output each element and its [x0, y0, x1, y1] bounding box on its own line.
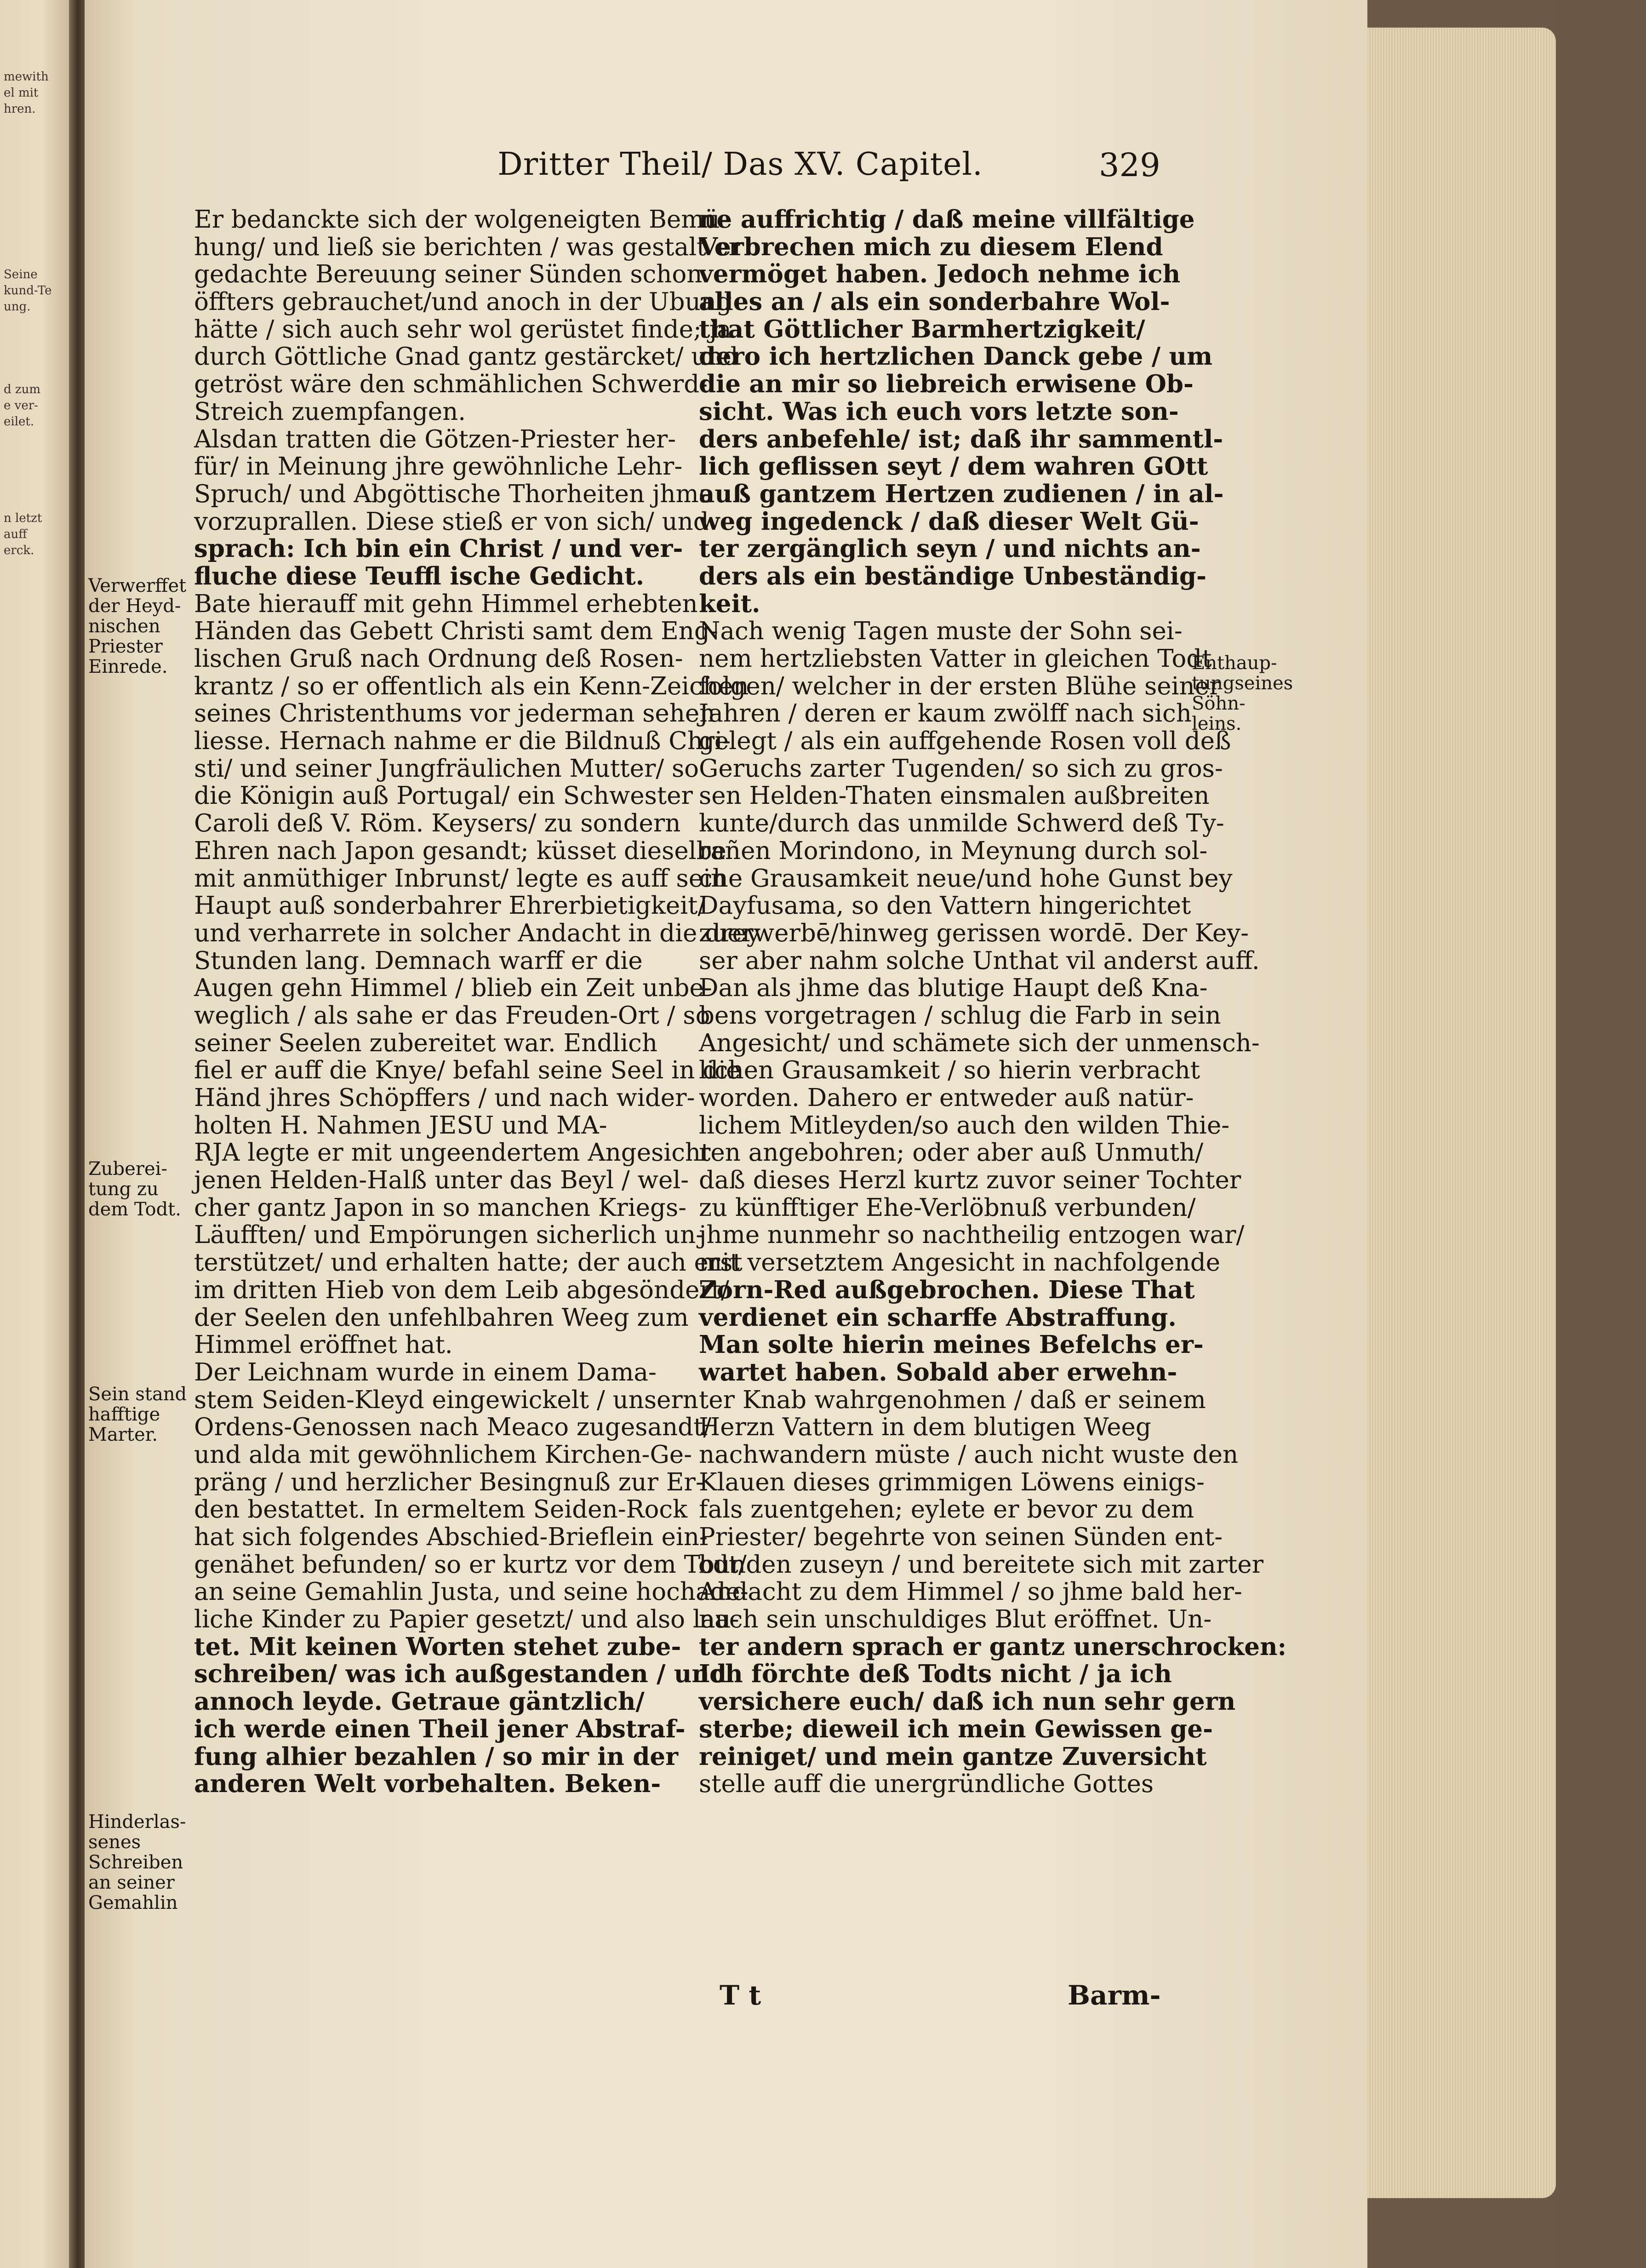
text-line: tet. Mit keinen Worten stehet zube-	[194, 1632, 681, 1661]
text-line: Ich förchte deß Todts nicht / ja ich	[699, 1660, 1172, 1689]
margin-note-line: Enthaup-	[1192, 653, 1277, 674]
text-line: ter zergänglich seyn / und nichts an-	[699, 534, 1201, 563]
margin-note	[88, 576, 186, 677]
text-line: Jahren / deren er kaum zwölff nach sich	[699, 699, 1192, 728]
text-line: anderen Welt vorbehalten. Beken-	[194, 1770, 661, 1798]
text-line: krantz / so er offentlich als ein Kenn-Zeichen	[194, 672, 749, 700]
facing-page-fragment: mewith	[4, 70, 49, 84]
text-line: Haupt auß sonderbahrer Ehrerbietigkeit/	[194, 892, 706, 920]
text-line: ders als ein beständige Unbeständig-	[699, 561, 1206, 590]
margin-note	[88, 1159, 181, 1220]
text-line: zuerwerbē/hinweg gerissen wordē. Der Key-	[699, 919, 1249, 947]
text-line: bens vorgetragen / schlug die Farb in sein	[699, 1001, 1221, 1030]
text-line: durch Göttliche Gnad gantz gestärcket/ und	[194, 343, 738, 371]
facing-page-edge	[0, 0, 69, 2268]
text-line: ren angebohren; oder aber auß Unmuth/	[699, 1139, 1204, 1167]
text-line: Ordens-Genossen nach Meaco zugesandt/	[194, 1413, 712, 1442]
text-line: che Grausamkeit neue/und hohe Gunst bey	[699, 864, 1233, 893]
text-line: Nach wenig Tagen muste der Sohn sei-	[699, 617, 1183, 646]
text-line: sprach: Ich bin ein Christ / und ver-	[194, 534, 683, 563]
signature-mark: T t	[720, 1980, 761, 2011]
text-line: wartet haben. Sobald aber erwehn-	[699, 1357, 1177, 1386]
text-line: weglich / als sahe er das Freuden-Ort / so	[194, 1001, 710, 1030]
text-line: sti/ und seiner Jungfräulichen Mutter/ so	[194, 754, 699, 783]
margin-note-line: tungseines	[1192, 673, 1293, 694]
text-line: mit anmüthiger Inbrunst/ legte es auff sein	[194, 864, 727, 893]
text-line: gedachte Bereuung seiner Sünden schon	[194, 260, 703, 289]
facing-page-fragment: el mit	[4, 86, 39, 100]
text-line: ich werde einen Theil jener Abstraf-	[194, 1714, 686, 1743]
text-line: und alda mit gewöhnlichem Kirchen-Ge-	[194, 1440, 692, 1469]
facing-page-fragment: kund-Te	[4, 284, 52, 298]
text-line: terstützet/ und erhalten hatte; der auch erst	[194, 1249, 743, 1277]
text-line: die an mir so liebreich erwisene Ob-	[699, 370, 1194, 399]
text-line: bunden zuseyn / und bereitete sich mit zarter	[699, 1550, 1263, 1579]
margin-note-line: dem Todt.	[88, 1199, 181, 1220]
text-line: dero ich hertzlichen Danck gebe / um	[699, 342, 1213, 371]
text-line: alles an / als ein sonderbahre Wol-	[699, 287, 1170, 316]
text-line: fals zuentgehen; eylete er bevor zu dem	[699, 1495, 1194, 1524]
text-line: nem hertzliebsten Vatter in gleichen Todt	[699, 645, 1212, 673]
margin-note-line: nischen	[88, 616, 160, 637]
page-edges-stack	[1367, 28, 1556, 2198]
margin-note	[88, 1812, 186, 1913]
book-cover-edge	[1556, 0, 1646, 2268]
text-line: Dayfusama, so den Vattern hingerichtet	[699, 892, 1191, 920]
text-line: präng / und herzlicher Besingnuß zur Er-	[194, 1468, 704, 1496]
text-line: schreiben/ was ich außgestanden / und	[194, 1660, 727, 1689]
text-line: reiniget/ und mein gantze Zuversicht	[699, 1742, 1207, 1771]
text-line: Ehren nach Japon gesandt; küsset dieselbe	[194, 836, 726, 865]
text-line: fiel er auff die Knye/ befahl seine Seel in die	[194, 1056, 741, 1085]
text-line: für/ in Meinung jhre gewöhnliche Lehr-	[194, 452, 683, 481]
margin-note-line: tung zu	[88, 1179, 159, 1200]
text-line: jhme nunmehr so nachtheilig entzogen war/	[699, 1221, 1245, 1249]
text-line: Händ jhres Schöpffers / und nach wider-	[194, 1084, 695, 1112]
text-line: weg ingedenck / daß dieser Welt Gü-	[699, 507, 1199, 536]
text-line: Angesicht/ und schämete sich der unmensch-	[699, 1029, 1260, 1057]
text-line: holten H. Nahmen JESU und MA-	[194, 1111, 607, 1140]
text-line: cher gantz Japon in so manchen Kriegs-	[194, 1193, 687, 1222]
margin-note-line: leins.	[1192, 713, 1242, 734]
text-line: worden. Dahero er entweder auß natür-	[699, 1084, 1194, 1112]
text-line: Man solte hierin meines Befelchs er-	[699, 1330, 1204, 1359]
text-line: Augen gehn Himmel / blieb ein Zeit unbe-	[194, 974, 712, 1002]
facing-page-fragment: n letzt	[4, 511, 42, 525]
running-head: Dritter Theil/ Das XV. Capitel.	[497, 146, 983, 183]
text-line: keit.	[699, 589, 760, 618]
facing-page-fragment: erck.	[4, 544, 34, 557]
text-line: kunte/durch das unmilde Schwerd deß Ty-	[699, 809, 1224, 838]
text-line: Streich zuempfangen.	[194, 397, 466, 426]
left-text-column	[194, 206, 760, 1798]
text-line: folgen/ welcher in der ersten Blühe seiner	[699, 672, 1221, 700]
margin-note-line: Zuberei-	[88, 1158, 167, 1180]
text-line: die Königin auß Portugal/ ein Schwester	[194, 782, 693, 810]
page-number: 329	[1099, 146, 1160, 184]
text-line: liche Kinder zu Papier gesetzt/ und also lau-	[194, 1605, 739, 1634]
facing-page-fragment: Seine	[4, 268, 38, 281]
text-line: an seine Gemahlin Justa, und seine hochade-	[194, 1578, 749, 1606]
text-line: getröst wäre den schmählichen Schwerd-	[194, 370, 708, 399]
text-line: Verbrechen mich zu diesem Elend	[699, 232, 1163, 261]
text-line: verdienet ein scharffe Abstraffung.	[699, 1303, 1177, 1332]
text-line: und verharrete in solcher Andacht in die drey	[194, 919, 760, 947]
text-line: lichen Grausamkeit / so hierin verbracht	[699, 1056, 1200, 1085]
text-line: ser aber nahm solche Unthat vil anderst auff.	[699, 946, 1260, 975]
text-line: hat sich folgendes Abschied-Brieflein ein-	[194, 1523, 708, 1551]
text-line: Spruch/ und Abgöttische Thorheiten jhme	[194, 480, 714, 508]
margin-note-line: Schreiben	[88, 1852, 183, 1873]
text-line: zu künfftiger Ehe-Verlöbnuß verbunden/	[699, 1193, 1196, 1222]
text-line: nach sein unschuldiges Blut eröffnet. Un-	[699, 1605, 1212, 1634]
margin-note-line: Verwerffet	[88, 575, 187, 596]
margin-note-line: Hinderlas-	[88, 1811, 186, 1833]
text-line: fung alhier bezahlen / so mir in der	[194, 1742, 679, 1771]
margin-note-line: Einrede.	[88, 656, 168, 677]
text-line: Stunden lang. Demnach warff er die	[194, 946, 643, 975]
facing-page-fragment: ung.	[4, 300, 31, 314]
text-line: der Seelen den unfehlbahren Weeg zum	[194, 1303, 689, 1332]
text-line: versichere euch/ daß ich nun sehr gern	[699, 1687, 1236, 1716]
text-line: stem Seiden-Kleyd eingewickelt / unsern	[194, 1386, 698, 1414]
margin-note-line: an seiner	[88, 1872, 175, 1893]
facing-page-fragment: hren.	[4, 102, 36, 116]
margin-note-line: Söhn-	[1192, 693, 1246, 714]
margin-note-line: Gemahlin	[88, 1892, 178, 1913]
text-line: ter andern sprach er gantz unerschrocken:	[699, 1632, 1287, 1661]
text-line: Klauen dieses grimmigen Löwens einigs-	[699, 1468, 1205, 1496]
text-line: öffters gebrauchet/und anoch in der Ubung	[194, 288, 732, 316]
text-line: Andacht zu dem Himmel / so jhme bald her-	[699, 1578, 1242, 1606]
margin-note-line: senes	[88, 1832, 141, 1853]
text-line: Händen das Gebett Christi samt dem Eng-	[194, 617, 718, 646]
catchword: Barm-	[1068, 1980, 1161, 2011]
text-line: Herzn Vattern in dem blutigen Weeg	[699, 1413, 1151, 1442]
facing-page-fragment: eilet.	[4, 415, 34, 429]
text-line: stelle auff die unergründliche Gottes	[699, 1770, 1154, 1798]
text-line: hätte / sich auch sehr wol gerüstet finde; ja	[194, 315, 732, 344]
text-line: hung/ und ließ sie berichten / was gestalt er	[194, 233, 740, 261]
text-line: that Göttlicher Barmhertzigkeit/	[699, 315, 1145, 344]
text-line: Caroli deß V. Röm. Keysers/ zu sondern	[194, 809, 681, 838]
text-line: vorzuprallen. Diese stieß er von sich/ und	[194, 507, 709, 536]
text-line: sicht. Was ich euch vors letzte son-	[699, 397, 1179, 426]
text-line: daß dieses Herzl kurtz zuvor seiner Tochter	[699, 1166, 1241, 1195]
text-line: Der Leichnam wurde in einem Dama-	[194, 1358, 657, 1386]
text-line: Alsdan tratten die Götzen-Priester her-	[194, 425, 676, 453]
facing-page-fragment: d zum	[4, 383, 41, 396]
text-line: Läufften/ und Empörungen sicherlich un-	[194, 1221, 704, 1249]
text-line: RJA legte er mit ungeendertem Angesicht	[194, 1139, 711, 1167]
text-line: fluche diese Teuffl ische Gedicht.	[194, 561, 645, 590]
facing-page-fragment: e ver-	[4, 399, 38, 412]
margin-note	[88, 1384, 187, 1445]
text-line: seiner Seelen zubereitet war. Endlich	[194, 1029, 657, 1057]
facing-page-fragment: auff	[4, 527, 27, 541]
text-line: lischen Gruß nach Ordnung deß Rosen-	[194, 645, 683, 673]
text-line: auß gantzem Hertzen zudienen / in al-	[699, 479, 1224, 508]
text-line: Zorn-Red außgebrochen. Diese That	[699, 1275, 1195, 1304]
text-line: genähet befunden/ so er kurtz vor dem Todt/	[194, 1550, 747, 1579]
text-line: nachwandern müste / auch nicht wuste den	[699, 1440, 1239, 1469]
text-line: Er bedanckte sich der wolgeneigten Bemü-	[194, 206, 728, 234]
margin-note-line: Marter.	[88, 1424, 158, 1445]
text-line: lich geflissen seyt / dem wahren GOtt	[699, 452, 1208, 481]
margin-note-line: Priester	[88, 636, 163, 657]
book-gutter	[69, 0, 85, 2268]
text-line: seines Christenthums vor jederman sehen	[194, 699, 715, 728]
text-line: liesse. Hernach nahme er die Bildnuß Chri-	[194, 727, 731, 756]
text-line: im dritten Hieb von dem Leib abgesöndert/	[194, 1276, 729, 1304]
text-line: ter Knab wahrgenohmen / daß er seinem	[699, 1386, 1206, 1414]
text-line: sen Helden-Thaten einsmalen außbreiten	[699, 782, 1210, 810]
text-line: vermöget haben. Jedoch nehme ich	[699, 260, 1181, 289]
text-line: ders anbefehle/ ist; daß ihr sammentl-	[699, 424, 1223, 453]
text-line: ne auffrichtig / daß meine villfältige	[699, 205, 1195, 234]
text-line: rañen Morindono, in Meynung durch sol-	[699, 836, 1208, 865]
text-line: sterbe; dieweil ich mein Gewissen ge-	[699, 1714, 1213, 1743]
text-line: Geruchs zarter Tugenden/ so sich zu gros-	[699, 754, 1223, 783]
text-line: Bate hierauff mit gehn Himmel erhebten	[194, 590, 698, 618]
text-line: lichem Mitleyden/so auch den wilden Thie-	[699, 1111, 1230, 1140]
margin-note-line: der Heyd-	[88, 596, 181, 617]
text-line: annoch leyde. Getraue gäntzlich/	[194, 1687, 645, 1716]
text-line: Himmel eröffnet hat.	[194, 1331, 453, 1359]
text-line: jenen Helden-Halß unter das Beyl / wel-	[194, 1166, 689, 1195]
text-line: mit versetztem Angesicht in nachfolgende	[699, 1249, 1221, 1277]
text-line: den bestattet. In ermeltem Seiden-Rock	[194, 1495, 688, 1524]
margin-note	[1192, 653, 1293, 734]
text-line: gelegt / als ein auffgehende Rosen voll deß	[699, 727, 1231, 756]
margin-note-line: Sein stand	[88, 1384, 187, 1405]
text-line: Priester/ begehrte von seinen Sünden ent-	[699, 1523, 1223, 1551]
margin-note-line: hafftige	[88, 1404, 160, 1425]
text-line: Dan als jhme das blutige Haupt deß Kna-	[699, 974, 1208, 1002]
